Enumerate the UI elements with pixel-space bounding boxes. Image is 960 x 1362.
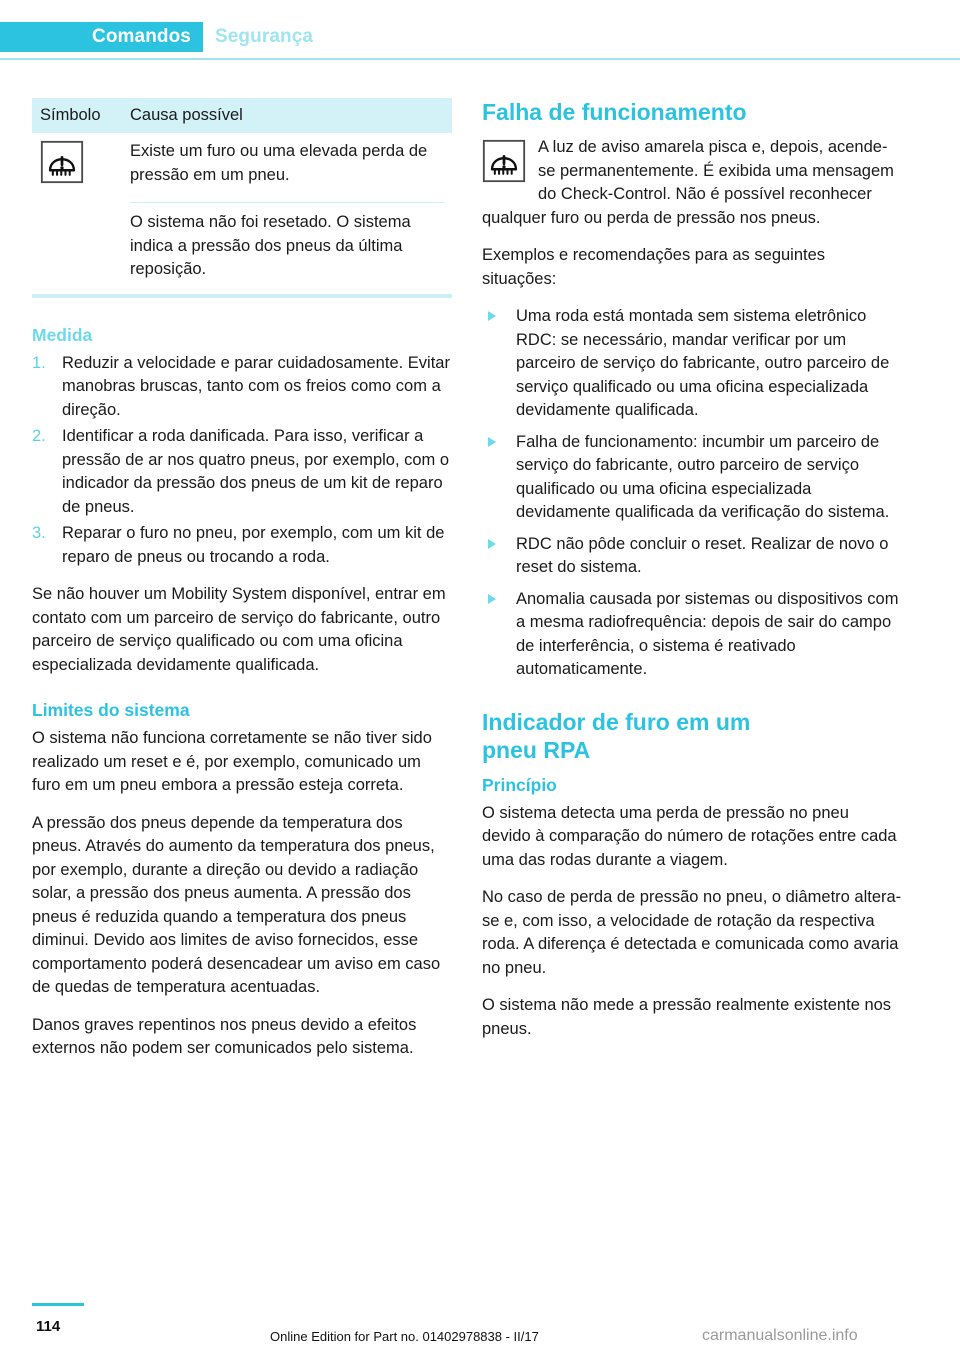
heading-line-1: Indicador de furo em um xyxy=(482,708,751,735)
heading-indicador-de-furo xyxy=(482,708,902,764)
heading-principio: Princípio xyxy=(482,774,557,795)
list-item xyxy=(32,425,452,519)
table-row xyxy=(32,133,452,195)
bullet-text: Anomalia causada por sistemas ou dispositivos com a mesma radiofrequência: depois de sair do campo de interferência, o sistema é reativado automaticamente. xyxy=(516,589,899,678)
list-item xyxy=(482,431,902,525)
paragraph-principio-1: O sistema detecta uma perda de pressão no pneu devido à comparação do número de rotações entre cada uma das rodas durante a viagem. xyxy=(482,803,897,869)
table-row xyxy=(32,195,452,290)
paragraph-limites-2: A pressão dos pneus depende da temperatura dos pneus. Através do aumento da temperatura dos pneus, por exemplo, durante a direção ou devido a radiação solar, a pressão dos pneus aumenta. A pressão dos pneus é reduzida quando a temperatura dos pneus diminui. Devido aos limites de aviso fornecidos, esse comportamento poderá desencadear um aviso em caso de quedas de temperatura acentuadas. xyxy=(32,813,441,996)
edition-note: Online Edition for Part no. 01402978838 - II/17 xyxy=(270,1329,539,1344)
situacoes-bullet-list xyxy=(482,305,902,682)
list-item xyxy=(482,533,902,580)
right-column xyxy=(482,98,902,1055)
page-header xyxy=(0,0,960,60)
left-column xyxy=(32,98,452,1075)
triangle-bullet-icon xyxy=(488,437,496,447)
paragraph-falha-text: A luz de aviso amarela pisca e, depois, acende-se permanentemente. É exibida uma mensagem do Check-Control. Não é possível reconhecer qualquer furo ou perda de pressão nos pneus. xyxy=(482,138,894,227)
tab-seguranca[interactable]: Segurança xyxy=(214,26,314,47)
symbol-table-bottom-rule xyxy=(32,294,452,298)
page-number: 114 xyxy=(36,1318,61,1335)
triangle-bullet-icon xyxy=(488,594,496,604)
step-number: 3. xyxy=(32,524,46,542)
step-text: Identificar a roda danificada. Para isso, verificar a pressão de ar nos quatro pneus, por exemplo, com o indicador da pressão dos pneus de um kit de reparo de pneus. xyxy=(62,427,450,516)
step-text: Reduzir a velocidade e parar cuidadosamente. Evitar manobras bruscas, tanto com os freios como com a direção. xyxy=(62,353,450,419)
paragraph-limites-3: Danos graves repentinos nos pneus devido a efeitos externos não podem ser comunicados pelo sistema. xyxy=(32,1015,417,1057)
tire-pressure-warning-icon xyxy=(482,139,526,183)
list-item xyxy=(32,522,452,569)
symbol-cause-text: O sistema não foi resetado. O sistema indica a pressão dos pneus da última reposição. xyxy=(130,202,444,282)
heading-medida: Medida xyxy=(32,324,93,345)
bullet-text: RDC não pôde concluir o reset. Realizar de novo o reset do sistema. xyxy=(516,534,889,576)
triangle-bullet-icon xyxy=(488,539,496,549)
paragraph-mobility-system: Se não houver um Mobility System disponível, entrar em contato com um parceiro de serviço do fabricante, outro parceiro de serviço qualificado ou com uma oficina especializada devidamente qualificada. xyxy=(32,585,446,674)
bullet-text: Uma roda está montada sem sistema eletrônico RDC: se necessário, mandar verificar por um parceiro de serviço do fabricante, outro parceiro de serviço qualificado ou uma oficina especializada devidamente qualificada. xyxy=(516,307,890,419)
symbol-table-header xyxy=(32,98,452,133)
list-item xyxy=(482,305,902,423)
header-accent-block xyxy=(0,22,80,52)
list-item xyxy=(482,588,902,682)
heading-limites-do-sistema: Limites do sistema xyxy=(32,700,190,720)
watermark: carmanualsonline.info xyxy=(702,1327,858,1344)
symbol-cell xyxy=(40,140,130,187)
paragraph-principio-2: No caso de perda de pressão no pneu, o diâmetro altera-se e, com isso, a velocidade de rotação da respectiva roda. A diferença é detectada e comunicada como avaria no pneu. xyxy=(482,888,902,977)
symbol-cause-text: Existe um furo ou uma elevada perda de pressão em um pneu. xyxy=(130,142,428,184)
symbol-table xyxy=(32,98,452,298)
paragraph-limites-1: O sistema não funciona corretamente se não tiver sido realizado um reset e é, por exemplo, comunicado um furo em um pneu embora a pressão esteja correta. xyxy=(32,729,432,794)
header-divider xyxy=(0,58,960,60)
paragraph-exemplos-intro: Exemplos e recomendações para as seguintes situações: xyxy=(482,246,826,288)
paragraph-falha xyxy=(482,136,902,230)
symbol-table-col2-header: Causa possível xyxy=(130,106,243,124)
bullet-text: Falha de funcionamento: incumbir um parceiro de serviço do fabricante, outro parceiro de serviço qualificado ou uma oficina especializada devidamente qualificada da verificação do sistema. xyxy=(516,432,890,521)
paragraph-principio-3: O sistema não mede a pressão realmente existente nos pneus. xyxy=(482,996,892,1038)
step-number: 2. xyxy=(32,427,46,445)
tire-pressure-warning-icon xyxy=(40,140,84,184)
triangle-bullet-icon xyxy=(488,311,496,321)
symbol-table-col1-header: Símbolo xyxy=(40,106,101,124)
step-text: Reparar o furo no pneu, por exemplo, com um kit de reparo de pneus ou trocando a roda. xyxy=(62,524,445,566)
list-item xyxy=(32,352,452,423)
breadcrumb-tabs xyxy=(80,22,325,52)
step-number: 1. xyxy=(32,353,46,372)
symbol-cell-empty xyxy=(40,202,130,282)
footer-accent-rule xyxy=(32,1303,84,1306)
heading-falha-de-funcionamento: Falha de funcionamento xyxy=(482,99,747,125)
heading-line-2: pneu RPA xyxy=(482,736,591,763)
medida-step-list xyxy=(32,352,452,570)
tab-comandos[interactable]: Comandos xyxy=(80,22,203,52)
